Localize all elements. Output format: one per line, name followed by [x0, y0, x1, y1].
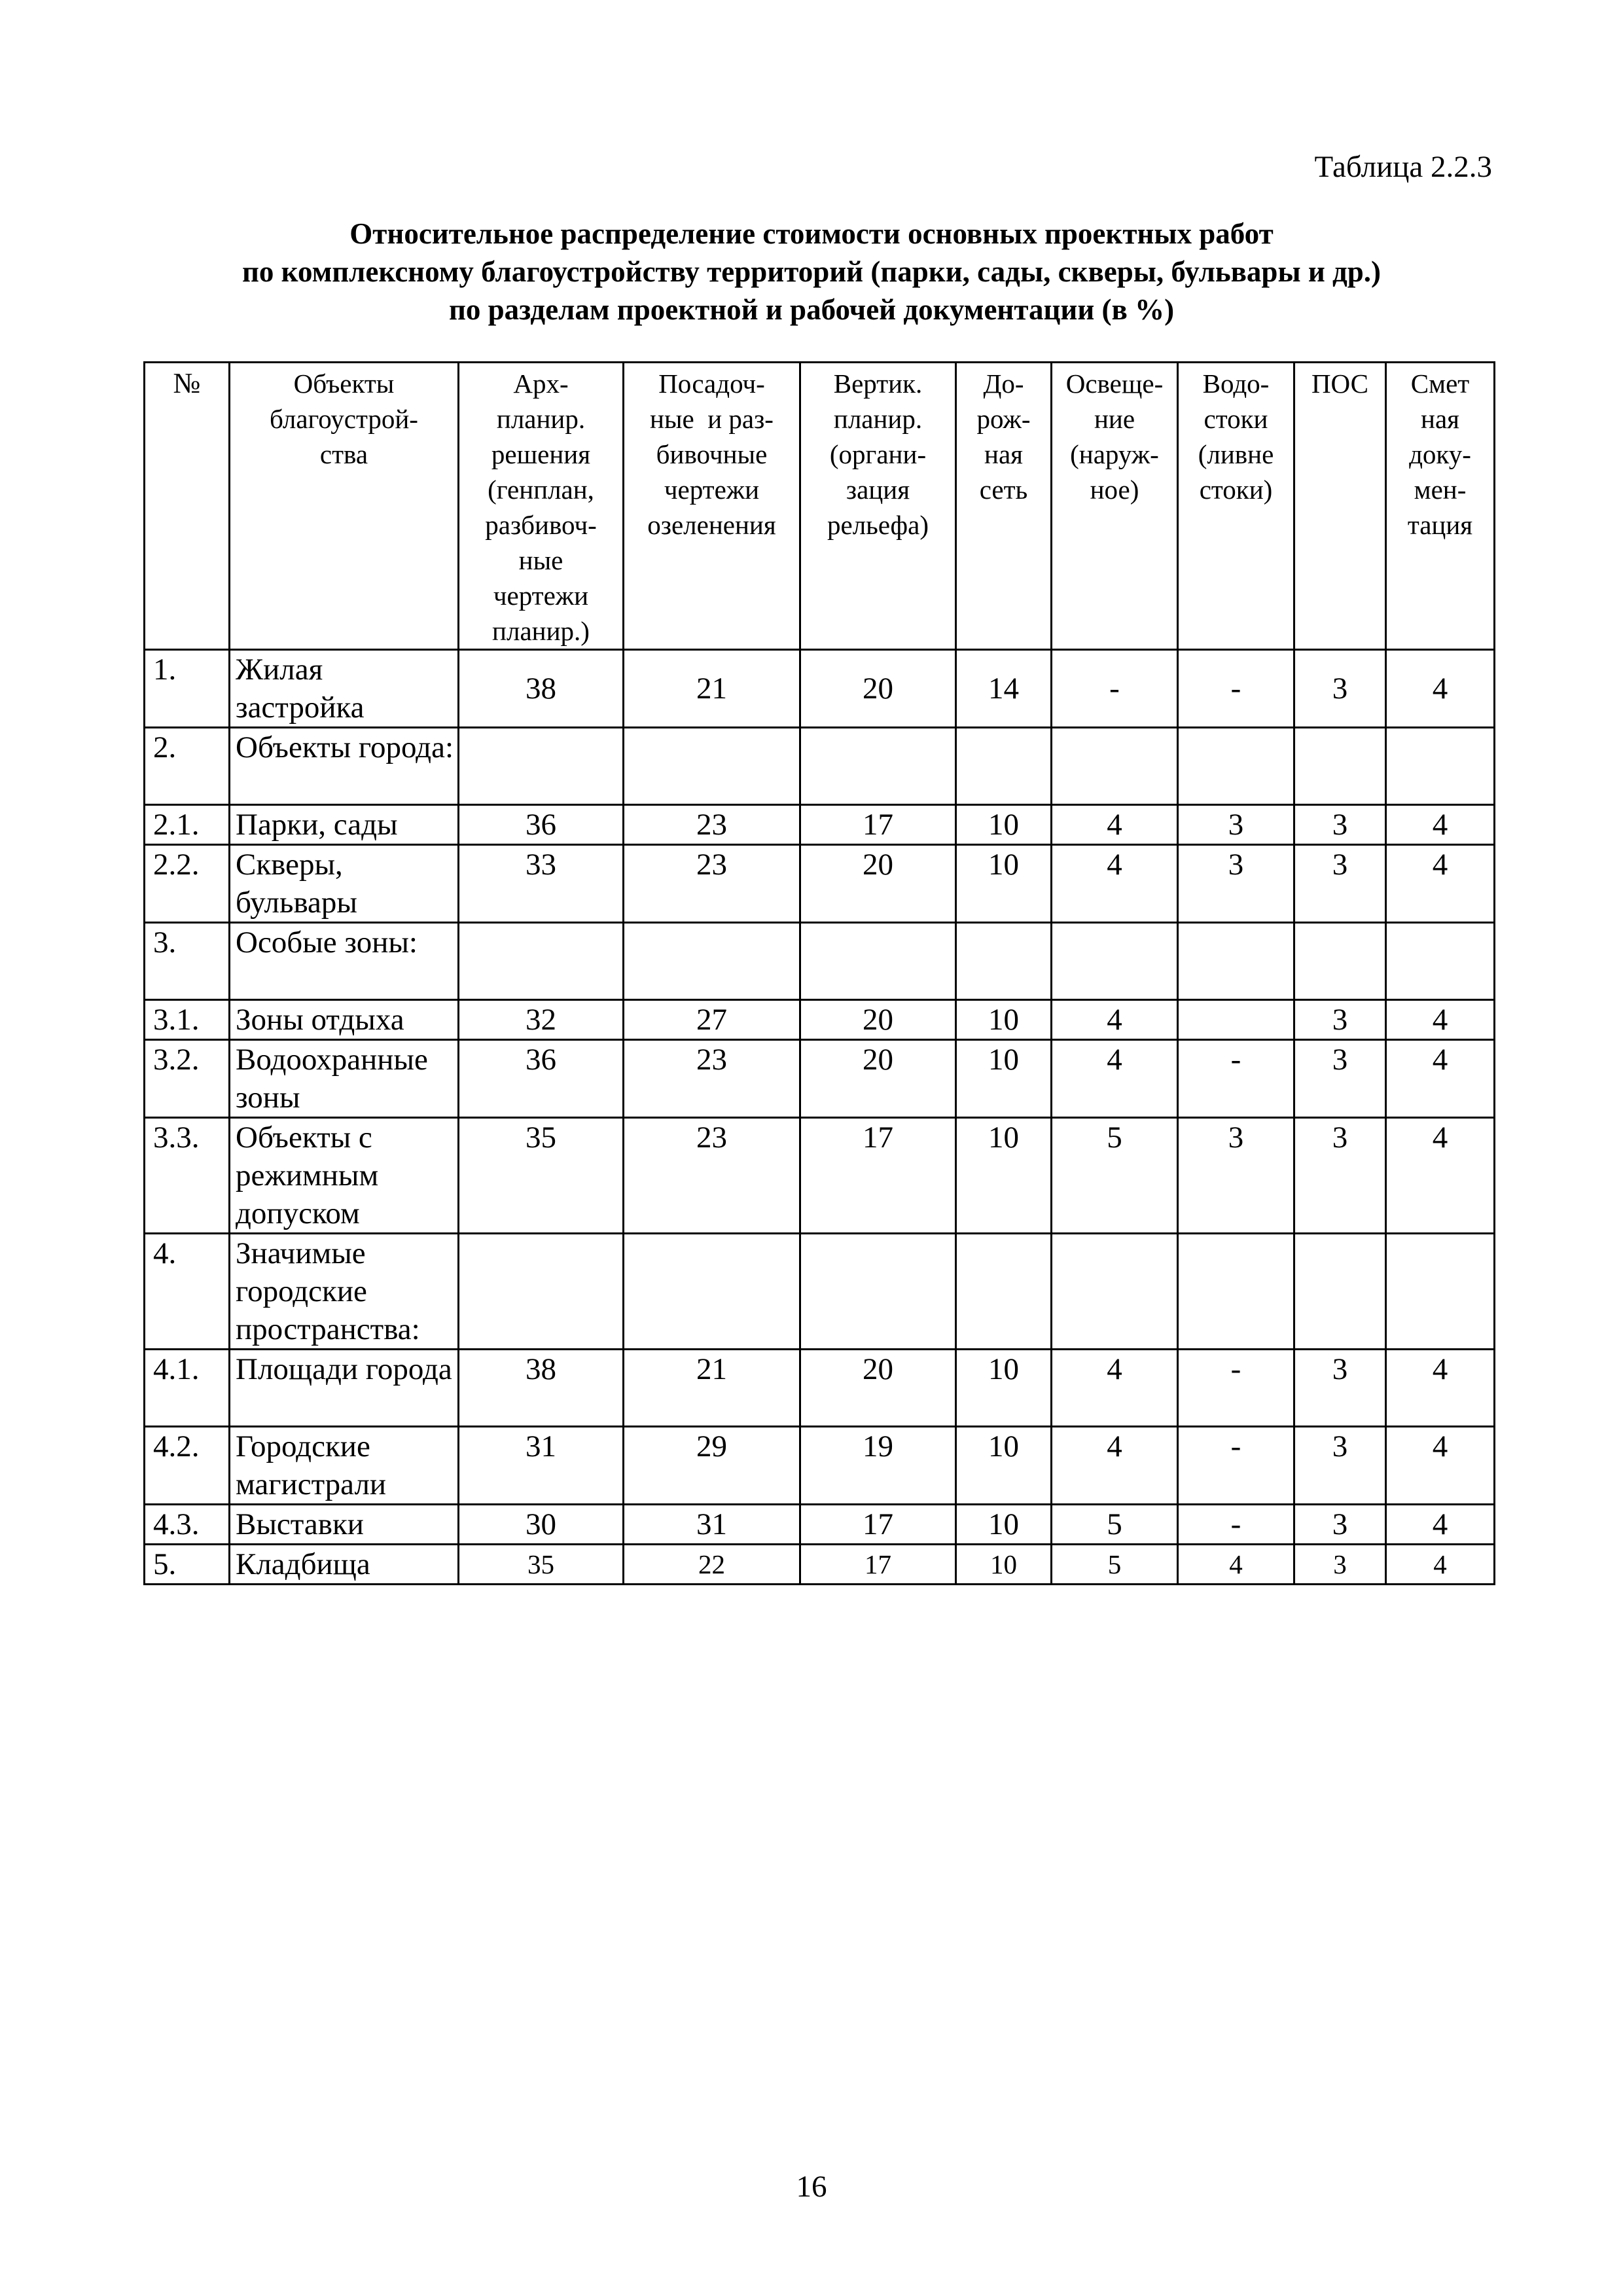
row-object: Жилая застройка [230, 650, 459, 728]
cell-planting [624, 923, 800, 1000]
table-row [145, 1234, 1495, 1350]
row-object: Особые зоны: [230, 923, 459, 1000]
header-row [145, 363, 1495, 650]
table-row [145, 1427, 1495, 1505]
cell-planting: 23 [624, 1040, 800, 1118]
table-row [145, 923, 1495, 1000]
cell-arch: 38 [459, 1350, 624, 1427]
cell-road [956, 728, 1052, 805]
cell-pos: 3 [1294, 845, 1386, 923]
cell-drainage [1178, 1234, 1294, 1350]
header-object: Объекты благоустрой- ства [230, 363, 459, 650]
row-number: 3.3. [145, 1118, 230, 1234]
cell-vertical: 20 [800, 1350, 956, 1427]
header-no: № [145, 363, 230, 650]
header-planting: Посадоч- ные и раз- бивочные чертежи озеленения [624, 363, 800, 650]
row-number: 1. [145, 650, 230, 728]
table-body [145, 650, 1495, 1585]
cell-pos [1294, 923, 1386, 1000]
cell-estimate: 4 [1386, 1427, 1495, 1505]
cell-lighting: 4 [1052, 1350, 1178, 1427]
row-number: 4.1. [145, 1350, 230, 1427]
cell-road: 10 [956, 1040, 1052, 1118]
cell-estimate: 4 [1386, 1505, 1495, 1545]
table-row [145, 1040, 1495, 1118]
row-number: 5. [145, 1545, 230, 1585]
cell-lighting [1052, 1234, 1178, 1350]
cell-road: 14 [956, 650, 1052, 728]
table-row [145, 1350, 1495, 1427]
cell-planting: 23 [624, 805, 800, 845]
cell-drainage: - [1178, 650, 1294, 728]
table-row [145, 805, 1495, 845]
row-number: 4.3. [145, 1505, 230, 1545]
header-estimate: Смет ная доку- мен- тация [1386, 363, 1495, 650]
cell-estimate: 4 [1386, 1545, 1495, 1585]
cell-pos: 3 [1294, 1427, 1386, 1505]
cell-estimate: 4 [1386, 1040, 1495, 1118]
cell-pos: 3 [1294, 1040, 1386, 1118]
cell-arch: 36 [459, 805, 624, 845]
header-road: До- рож- ная сеть [956, 363, 1052, 650]
header-drainage: Водо- стоки (ливне стоки) [1178, 363, 1294, 650]
table-row [145, 1118, 1495, 1234]
header-arch: Арх- планир. решения (генплан, разбивоч- ные чертежи планир.) [459, 363, 624, 650]
cell-estimate: 4 [1386, 1118, 1495, 1234]
cell-planting: 31 [624, 1505, 800, 1545]
cell-vertical: 17 [800, 1118, 956, 1234]
row-number: 3.1. [145, 1000, 230, 1040]
table-row [145, 1545, 1495, 1585]
cell-road: 10 [956, 1427, 1052, 1505]
cell-lighting: 4 [1052, 1040, 1178, 1118]
cell-arch: 30 [459, 1505, 624, 1545]
cell-pos: 3 [1294, 1000, 1386, 1040]
row-object: Объекты с режимным допуском [230, 1118, 459, 1234]
cell-lighting: 4 [1052, 1427, 1178, 1505]
cell-lighting [1052, 923, 1178, 1000]
cell-lighting: 4 [1052, 805, 1178, 845]
cell-drainage [1178, 1000, 1294, 1040]
cell-arch: 32 [459, 1000, 624, 1040]
cell-vertical: 17 [800, 805, 956, 845]
cell-vertical: 20 [800, 650, 956, 728]
cell-arch: 31 [459, 1427, 624, 1505]
cell-estimate: 4 [1386, 805, 1495, 845]
cell-planting: 23 [624, 1118, 800, 1234]
row-object: Выставки [230, 1505, 459, 1545]
cell-arch [459, 1234, 624, 1350]
cell-road: 10 [956, 805, 1052, 845]
cell-pos: 3 [1294, 1545, 1386, 1585]
cell-pos: 3 [1294, 1350, 1386, 1427]
row-object: Парки, сады [230, 805, 459, 845]
table-row [145, 1000, 1495, 1040]
cell-road [956, 923, 1052, 1000]
cell-vertical: 20 [800, 1000, 956, 1040]
cell-estimate [1386, 1234, 1495, 1350]
row-object: Водоохранные зоны [230, 1040, 459, 1118]
cell-drainage: 3 [1178, 845, 1294, 923]
cell-road: 10 [956, 1545, 1052, 1585]
cell-arch [459, 728, 624, 805]
cell-lighting [1052, 728, 1178, 805]
row-number: 3.2. [145, 1040, 230, 1118]
cell-pos [1294, 728, 1386, 805]
table-row [145, 1505, 1495, 1545]
cell-drainage [1178, 728, 1294, 805]
header-pos: ПОС [1294, 363, 1386, 650]
table-row [145, 845, 1495, 923]
row-number: 2.1. [145, 805, 230, 845]
cell-road: 10 [956, 1350, 1052, 1427]
cell-road: 10 [956, 1505, 1052, 1545]
cell-lighting: 5 [1052, 1545, 1178, 1585]
row-object: Скверы, бульвары [230, 845, 459, 923]
cell-estimate [1386, 923, 1495, 1000]
cell-road: 10 [956, 1000, 1052, 1040]
row-object: Значимые городские пространства: [230, 1234, 459, 1350]
cell-vertical [800, 728, 956, 805]
cell-vertical [800, 1234, 956, 1350]
cell-lighting: 4 [1052, 1000, 1178, 1040]
row-number: 4. [145, 1234, 230, 1350]
table-number: Таблица 2.2.3 [1314, 150, 1492, 184]
cell-estimate: 4 [1386, 1350, 1495, 1427]
cell-planting: 22 [624, 1545, 800, 1585]
cell-planting [624, 1234, 800, 1350]
cell-arch: 35 [459, 1118, 624, 1234]
cell-planting: 27 [624, 1000, 800, 1040]
cell-planting: 21 [624, 1350, 800, 1427]
cell-road: 10 [956, 845, 1052, 923]
cell-road [956, 1234, 1052, 1350]
cell-road: 10 [956, 1118, 1052, 1234]
row-number: 2. [145, 728, 230, 805]
cost-distribution-table [143, 361, 1495, 1585]
cell-drainage: - [1178, 1427, 1294, 1505]
cell-estimate: 4 [1386, 845, 1495, 923]
row-object: Кладбища [230, 1545, 459, 1585]
cell-lighting: - [1052, 650, 1178, 728]
cell-drainage: 4 [1178, 1545, 1294, 1585]
header-vertical: Вертик. планир. (органи- зация рельефа) [800, 363, 956, 650]
cell-arch: 35 [459, 1545, 624, 1585]
cell-arch: 36 [459, 1040, 624, 1118]
cell-arch: 38 [459, 650, 624, 728]
cell-vertical: 17 [800, 1545, 956, 1585]
cell-drainage: - [1178, 1505, 1294, 1545]
header-lighting: Освеще- ние (наруж- ное) [1052, 363, 1178, 650]
row-number: 2.2. [145, 845, 230, 923]
title-line-3: по разделам проектной и рабочей документации (в %) [448, 293, 1175, 326]
cell-drainage: - [1178, 1350, 1294, 1427]
cell-pos: 3 [1294, 805, 1386, 845]
row-number: 4.2. [145, 1427, 230, 1505]
cell-vertical: 19 [800, 1427, 956, 1505]
row-object: Объекты города: [230, 728, 459, 805]
cell-drainage: - [1178, 1040, 1294, 1118]
row-object: Зоны отдыха [230, 1000, 459, 1040]
row-object: Площади города [230, 1350, 459, 1427]
cell-vertical: 20 [800, 1040, 956, 1118]
title-line-2: по комплексному благоустройству территорий (парки, сады, скверы, бульвары и др.) [241, 255, 1382, 288]
cell-planting [624, 728, 800, 805]
page-number: 16 [796, 2170, 827, 2204]
cell-planting: 29 [624, 1427, 800, 1505]
cell-arch [459, 923, 624, 1000]
cell-lighting: 5 [1052, 1505, 1178, 1545]
cell-pos [1294, 1234, 1386, 1350]
row-number: 3. [145, 923, 230, 1000]
row-object: Городские магистрали [230, 1427, 459, 1505]
cell-vertical [800, 923, 956, 1000]
cell-planting: 23 [624, 845, 800, 923]
cell-drainage: 3 [1178, 1118, 1294, 1234]
cell-estimate: 4 [1386, 1000, 1495, 1040]
title-line-1: Относительное распределение стоимости основных проектных работ [349, 217, 1274, 250]
table-title [0, 215, 1623, 329]
cell-vertical: 20 [800, 845, 956, 923]
cell-vertical: 17 [800, 1505, 956, 1545]
cell-estimate: 4 [1386, 650, 1495, 728]
cell-estimate [1386, 728, 1495, 805]
cell-planting: 21 [624, 650, 800, 728]
table-row [145, 728, 1495, 805]
cell-lighting: 4 [1052, 845, 1178, 923]
cell-lighting: 5 [1052, 1118, 1178, 1234]
cell-pos: 3 [1294, 650, 1386, 728]
cell-drainage [1178, 923, 1294, 1000]
cell-pos: 3 [1294, 1505, 1386, 1545]
cell-drainage: 3 [1178, 805, 1294, 845]
table-row [145, 650, 1495, 728]
cell-pos: 3 [1294, 1118, 1386, 1234]
cell-arch: 33 [459, 845, 624, 923]
